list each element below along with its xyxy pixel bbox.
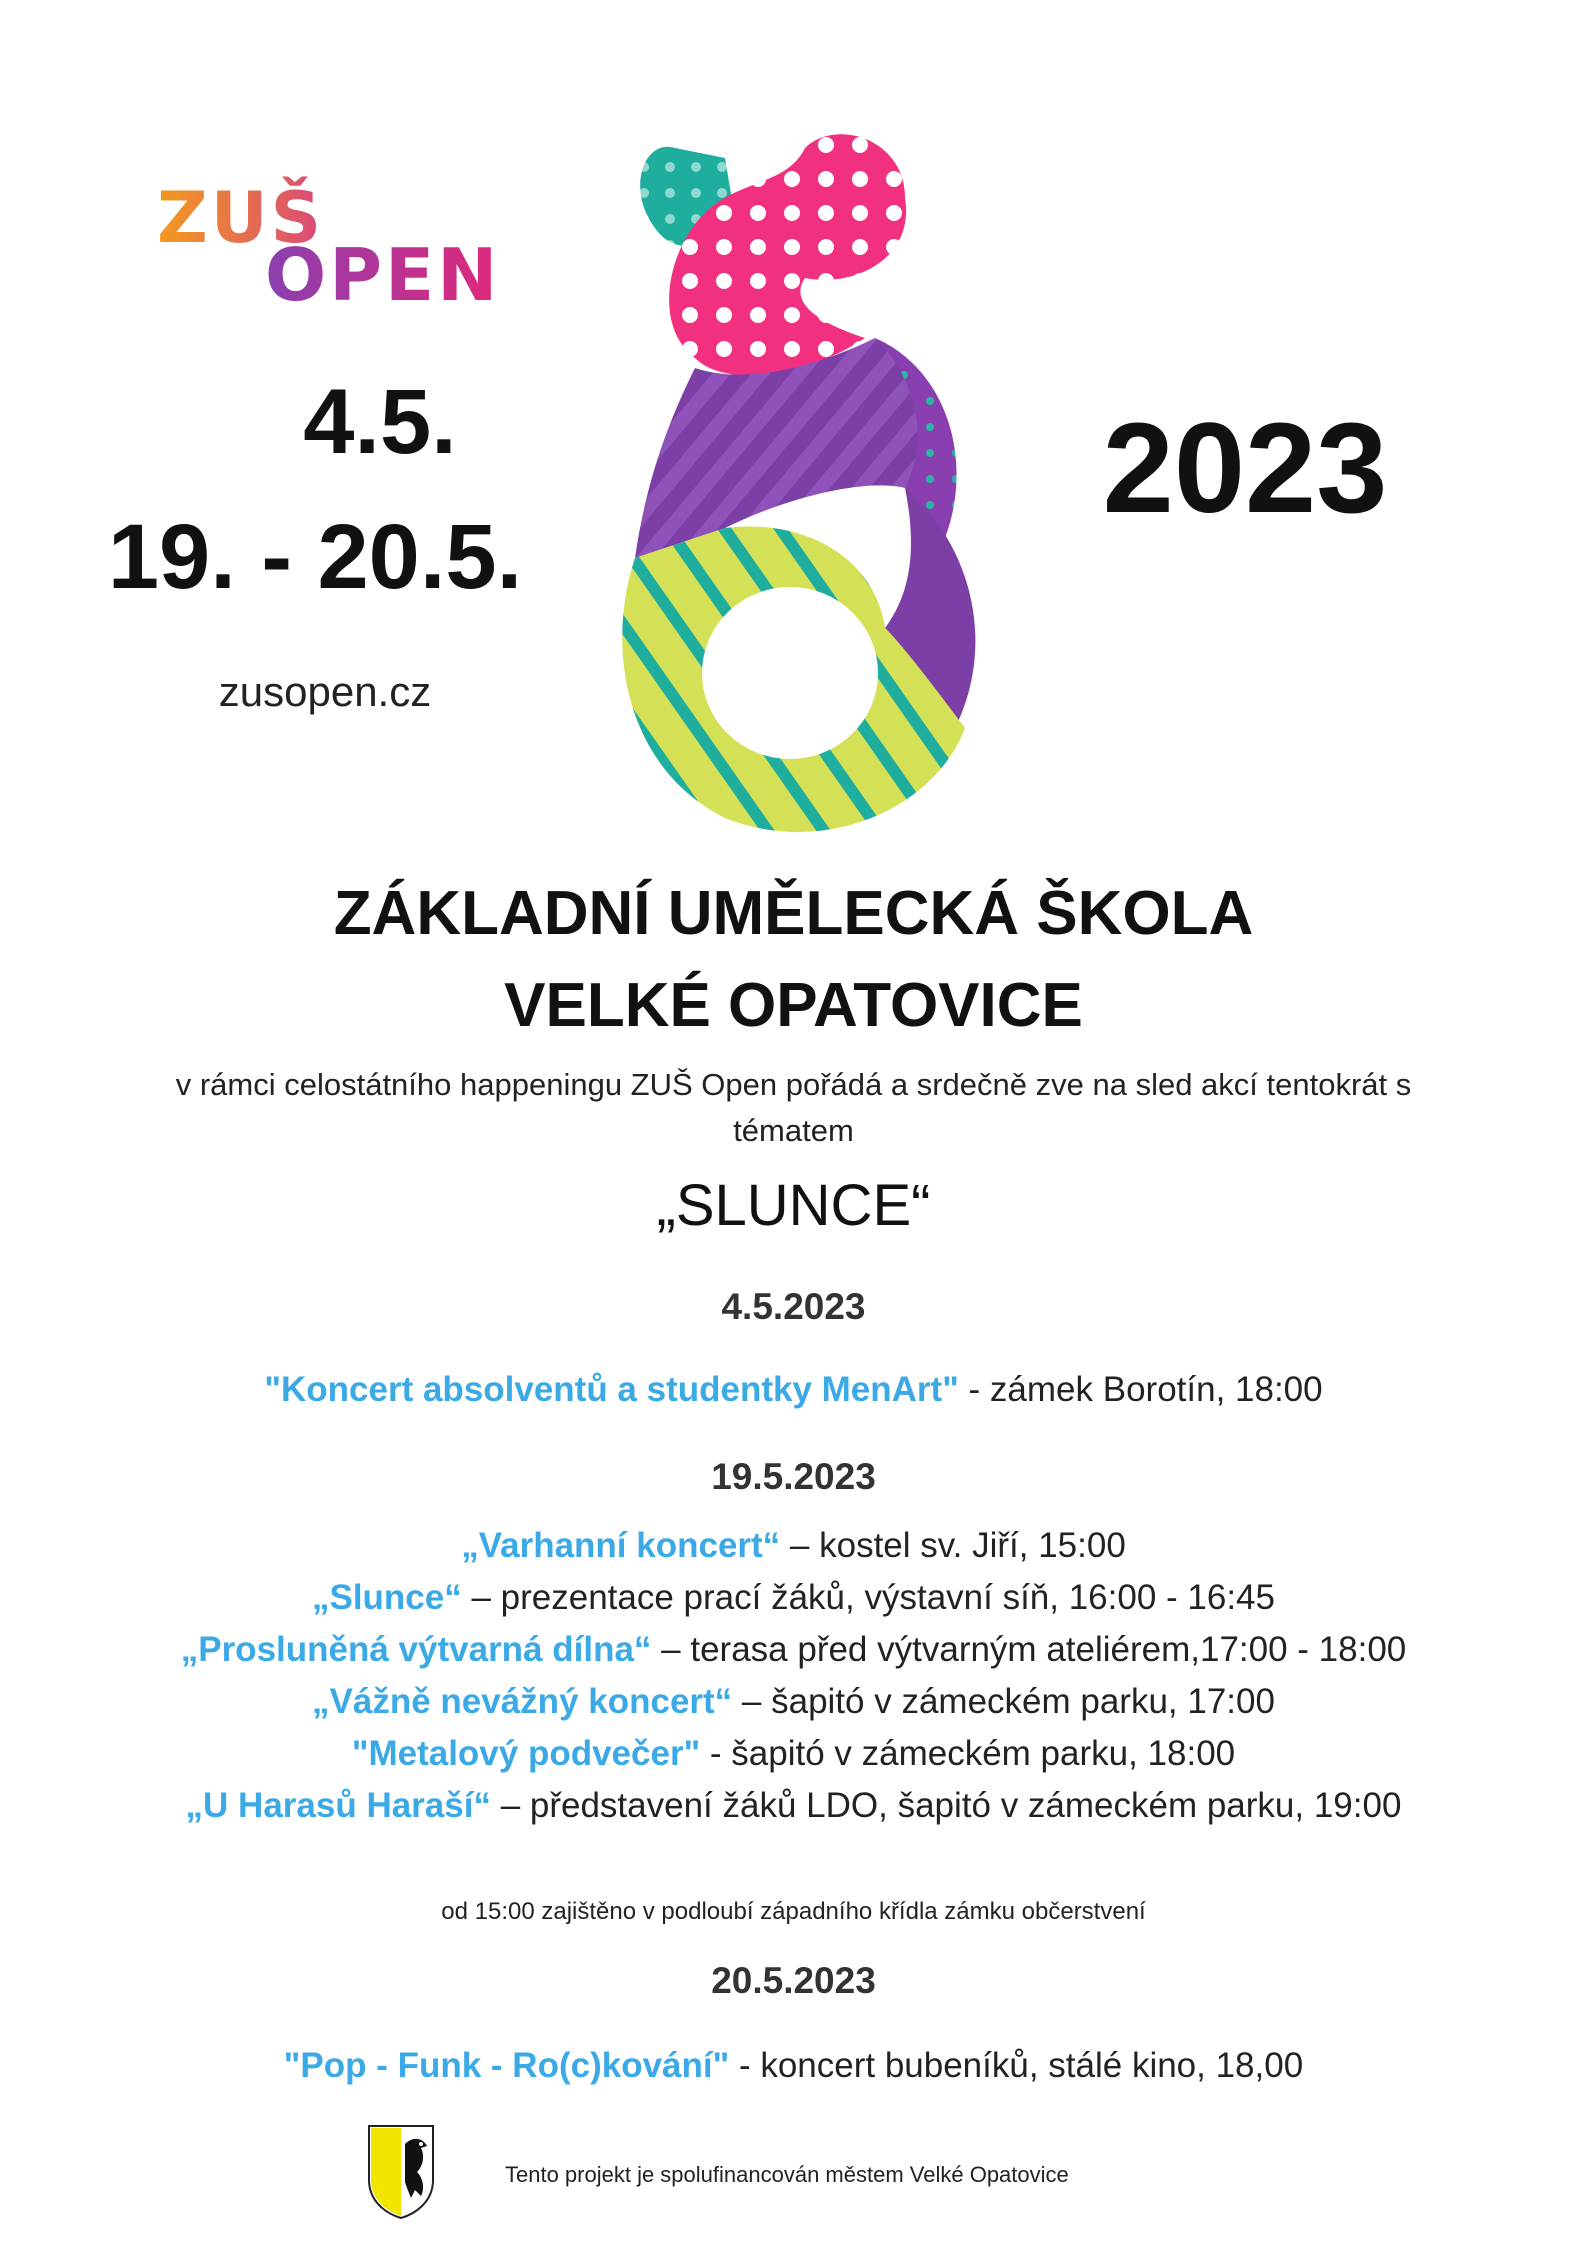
event-title: "Koncert absolventů a studentky MenArt" [264,1370,959,1409]
school-name-line-1: ZÁKLADNÍ UMĚLECKÁ ŠKOLA [333,879,1254,948]
event-title: "Pop - Funk - Ro(c)kování" [283,2046,730,2085]
event-detail: – terasa před výtvarným ateliérem,17:00 - 18:00 [651,1630,1407,1669]
event-title: „Prosluněná výtvarná dílna“ [180,1630,652,1669]
event-detail: - šapitó v zámeckém parku, 18:00 [700,1734,1236,1773]
event-item [0,1786,1587,1826]
event-detail: – šapitó v zámeckém parku, 17:00 [732,1682,1275,1721]
event-item [0,1578,1587,1618]
day-date: 19.5.2023 [711,1456,876,1497]
school-name-line-2: VELKÉ OPATOVICE [504,971,1083,1040]
date-line-2: 19. - 20.5. [107,506,523,608]
refreshment-note: od 15:00 zajištěno v podloubí západního křídla zámku občerstvení [441,1898,1146,1925]
event-detail: – představení žáků LDO, šapitó v zámeckém parku, 19:00 [490,1786,1402,1825]
date-line-1: 4.5. [303,371,457,473]
event-title: „Vážně nevážný koncert“ [312,1682,733,1721]
event-item [0,1630,1587,1670]
event-detail: – kostel sv. Jiří, 15:00 [780,1526,1126,1565]
year: 2023 [1102,397,1388,540]
logo-line-1: ZUŠ [157,177,325,259]
event-detail: - zámek Borotín, 18:00 [958,1370,1323,1409]
website-link[interactable]: zusopen.cz [218,668,432,715]
event-detail: – prezentace prací žáků, výstavní síň, 16:00 - 16:45 [461,1578,1275,1617]
footer-text: Tento projekt je spolufinancován městem Velké Opatovice [505,2162,1069,2187]
intro-text: v rámci celostátního happeningu ZUŠ Open pořádá a srdečně zve na sled akcí tentokrát s tématem [175,1067,1412,1148]
day-date: 4.5.2023 [721,1286,866,1327]
event-title: „Slunce“ [311,1578,462,1617]
day-date: 20.5.2023 [711,1960,876,2001]
event-item [0,1682,1587,1722]
decorative-s-figure-illustration [605,128,995,838]
logo-line-2: OPEN [265,233,501,310]
event-title: "Metalový podvečer" [351,1734,701,1773]
event-title: „U Harasů Haraší“ [185,1786,491,1825]
town-crest-icon [365,2122,437,2220]
event-item [0,1370,1587,1410]
event-item [0,1526,1587,1566]
event-item [0,2046,1587,2086]
event-title: „Varhanní koncert“ [461,1526,781,1565]
zus-open-logo [155,170,515,310]
event-item [0,1734,1587,1774]
theme-title: „SLUNCE“ [656,1173,931,1238]
event-detail: - koncert bubeníků, stálé kino, 18,00 [729,2046,1304,2085]
